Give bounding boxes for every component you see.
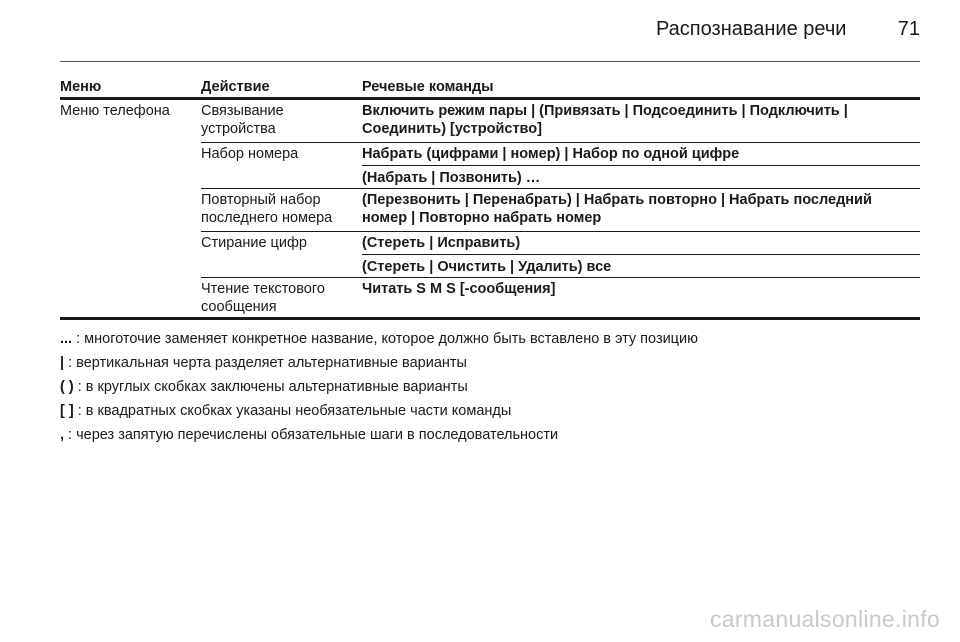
table-row <box>60 232 920 278</box>
legend-item <box>60 354 920 378</box>
command-cell: Читать S M S [-сообщения] <box>362 281 556 297</box>
action-cell: Связывание устройства <box>201 103 284 137</box>
legend-text: : многоточие заменяет конкретное название, которое должно быть вставлено в эту позицию <box>72 331 698 347</box>
watermark: carmanualsonline.info <box>709 606 940 632</box>
legend-item <box>60 426 920 450</box>
legend-text: : вертикальная черта разделяет альтернативные варианты <box>64 355 467 371</box>
page-header <box>60 16 920 46</box>
command-divider <box>362 165 920 166</box>
voice-commands-table <box>60 75 920 320</box>
header-divider <box>60 61 920 62</box>
menu-cell: Меню телефона <box>60 103 170 119</box>
legend-text: : в квадратных скобках указаны необязательные части команды <box>73 403 512 419</box>
table-row <box>60 278 920 320</box>
page-title: Распознавание речи <box>656 18 847 40</box>
command-cell: (Стереть | Исправить) <box>362 235 521 251</box>
command-cell: (Перезвонить | Перенабрать) | Набрать повторно | Набрать последний номер | Повторно набрать номер <box>362 192 872 226</box>
table-row <box>60 100 920 143</box>
legend-symbol: ( ) <box>60 379 74 395</box>
legend-symbol: ... <box>60 331 73 347</box>
legend-text: : в круглых скобках заключены альтернативные варианты <box>73 379 468 395</box>
notation-legend <box>60 330 920 450</box>
action-cell: Чтение текстового сообщения <box>201 281 325 315</box>
action-cell: Набор номера <box>201 146 299 162</box>
table-bottom-rule <box>60 317 920 320</box>
legend-item <box>60 330 920 354</box>
legend-text: : через запятую перечислены обязательные шаги в последовательности <box>64 427 559 443</box>
command-cell: (Стереть | Очистить | Удалить) все <box>362 259 612 275</box>
column-header-commands: Речевые команды <box>362 79 494 95</box>
legend-symbol: | <box>60 355 65 371</box>
page-number: 71 <box>897 18 920 40</box>
column-header-action: Действие <box>201 79 270 95</box>
action-cell: Стирание цифр <box>201 235 307 251</box>
action-cell: Повторный набор последнего номера <box>201 192 333 226</box>
table-header <box>60 75 920 100</box>
table-row <box>60 189 920 232</box>
legend-item <box>60 378 920 402</box>
legend-symbol: , <box>60 427 65 443</box>
table-row <box>60 143 920 189</box>
legend-item <box>60 402 920 426</box>
column-header-menu: Меню <box>60 79 102 95</box>
legend-symbol: [ ] <box>60 403 74 419</box>
command-cell: Набрать (цифрами | номер) | Набор по одной цифре <box>362 146 740 162</box>
command-cell: Включить режим пары | (Привязать | Подсоединить | Подключить | Соединить) [устройство] <box>362 103 848 137</box>
command-divider <box>362 254 920 255</box>
command-cell: (Набрать | Позвонить) … <box>362 170 541 186</box>
